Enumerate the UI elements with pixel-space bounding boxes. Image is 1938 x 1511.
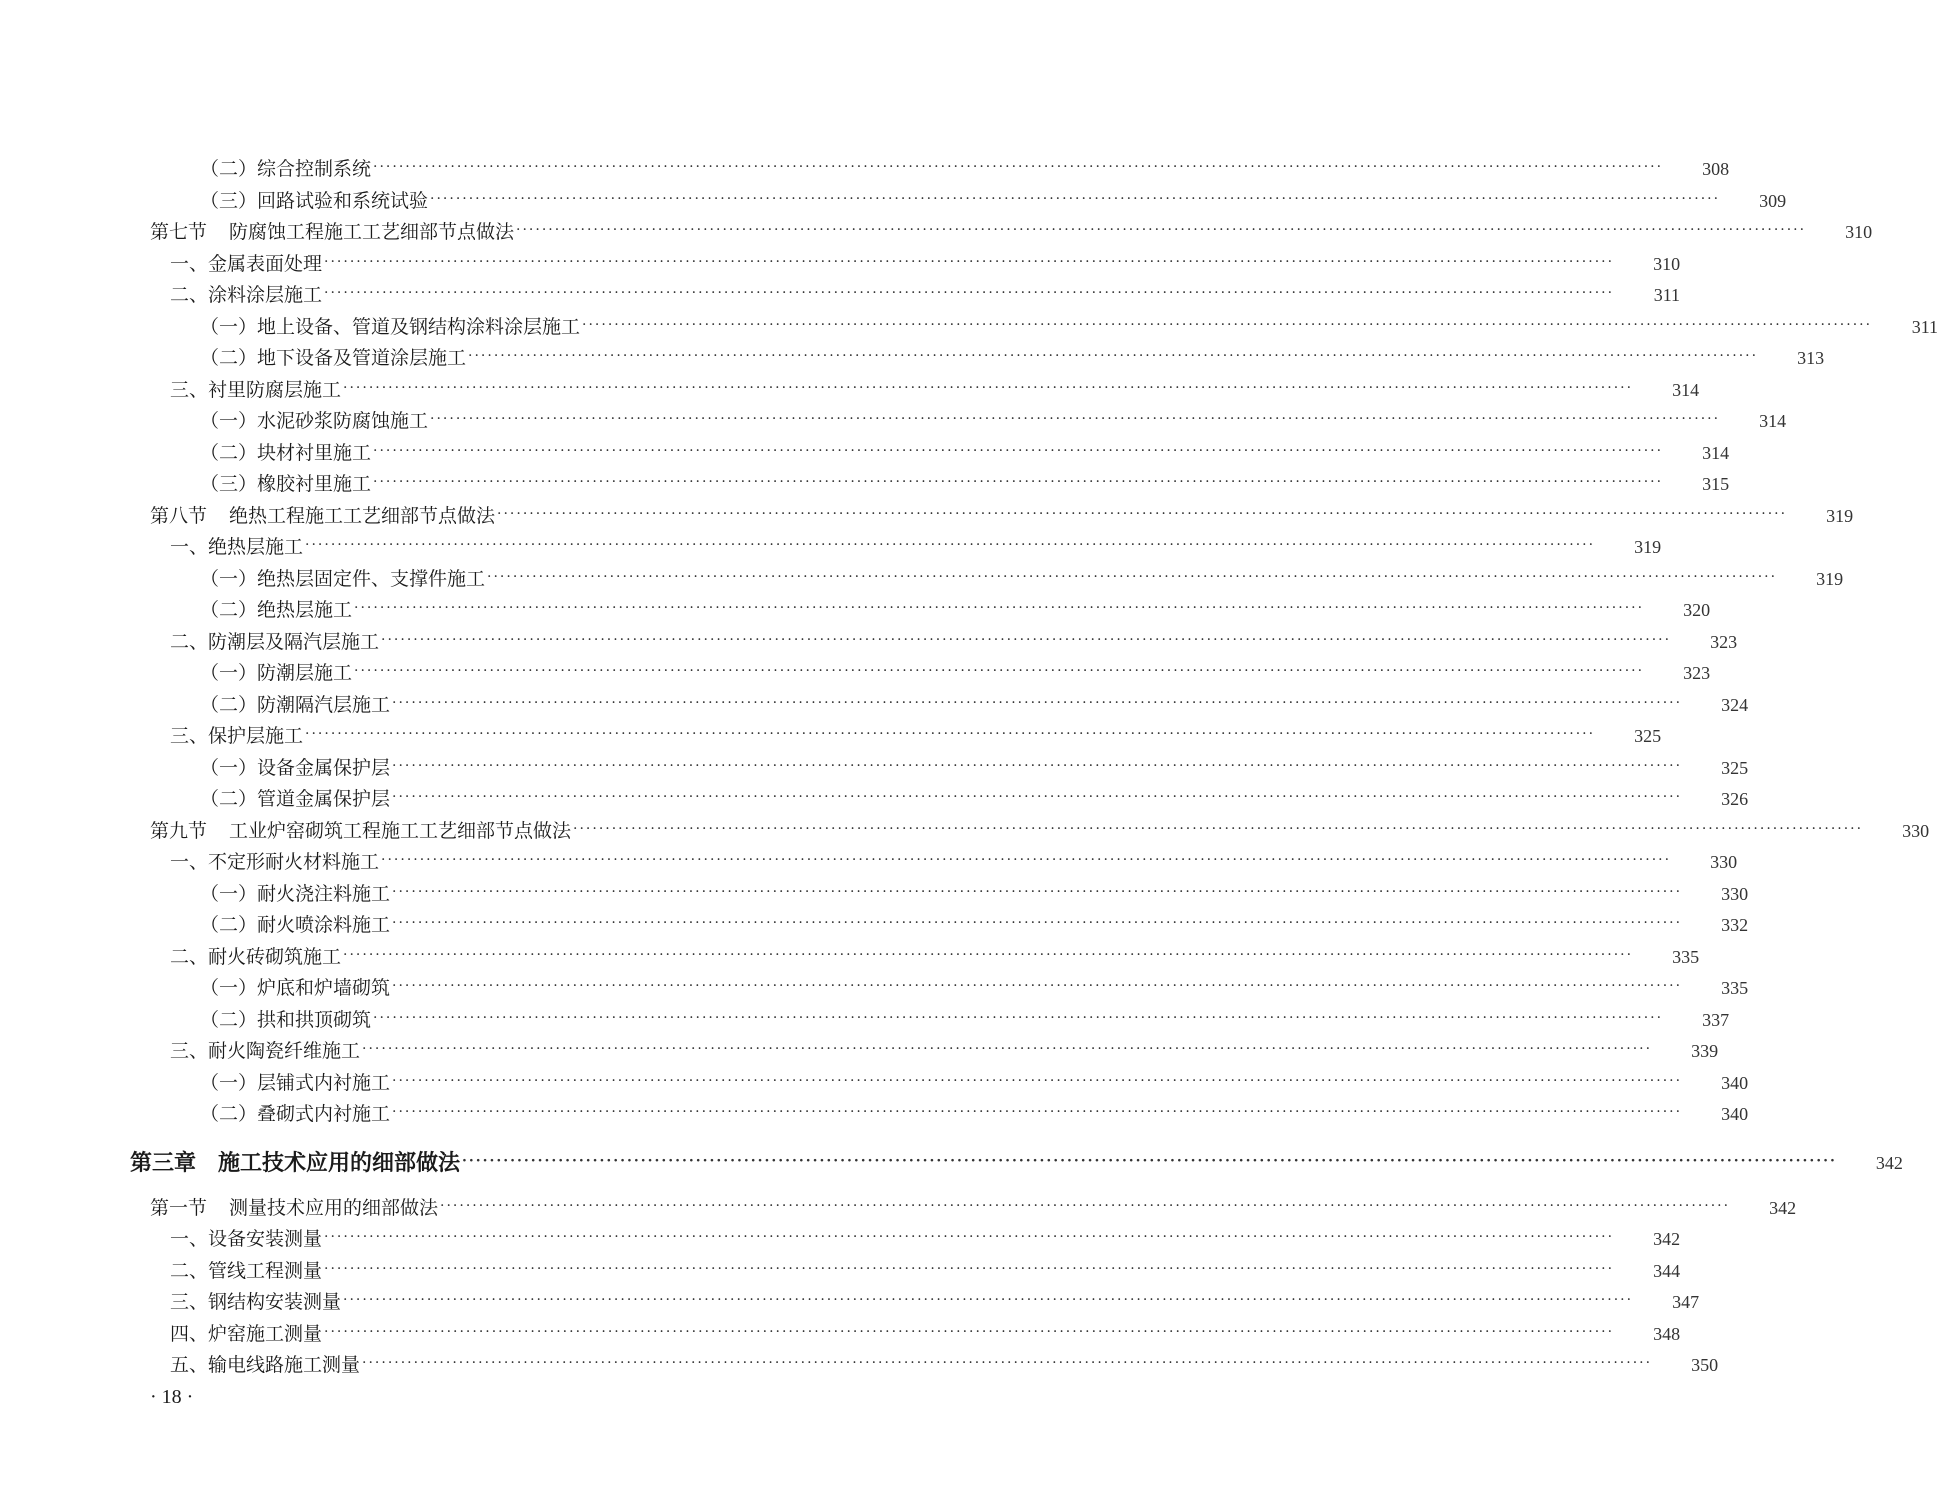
toc-entry bbox=[0, 879, 1749, 911]
toc-entry-page: 340 bbox=[1721, 1104, 1749, 1124]
toc-entry-title bbox=[200, 690, 390, 722]
toc-entry-title bbox=[200, 564, 485, 596]
toc-entry-title bbox=[170, 532, 303, 564]
toc-entry-label: 第八节 bbox=[150, 504, 208, 527]
toc-entry bbox=[0, 1287, 1700, 1319]
dot-leader: ········································································································································································································ bbox=[324, 285, 1615, 301]
toc-entry-text: （二）叠砌式内衬施工 bbox=[200, 1103, 391, 1125]
dot-leader: ········································································································································································································ bbox=[373, 1009, 1664, 1026]
toc-entry-title bbox=[150, 217, 514, 249]
toc-entry bbox=[0, 564, 1844, 596]
toc-entry-title bbox=[200, 1099, 390, 1131]
toc-entry-text: （一）层铺式内衬施工 bbox=[200, 1071, 391, 1094]
toc-entry-page: 330 bbox=[1710, 852, 1738, 872]
toc-entry-page: 320 bbox=[1683, 600, 1711, 620]
toc-entry-text: 防腐蚀工程施工工艺细部节点做法 bbox=[229, 221, 515, 243]
toc-entry-text: 三、保护层施工 bbox=[170, 725, 304, 747]
toc-entry bbox=[0, 910, 1749, 942]
toc-section-entry bbox=[0, 217, 1873, 249]
toc-entry-title bbox=[170, 627, 379, 659]
toc-entry bbox=[0, 784, 1749, 816]
toc-entry-title bbox=[200, 784, 390, 816]
toc-entry-page: 310 bbox=[1845, 222, 1873, 242]
toc-entry bbox=[0, 280, 1681, 312]
toc-entry-title bbox=[200, 879, 390, 911]
toc-entry-text: （二）防潮隔汽层施工 bbox=[200, 693, 391, 716]
toc-entry-page: 344 bbox=[1653, 1260, 1681, 1281]
toc-entry bbox=[0, 438, 1730, 470]
toc-entry-title bbox=[170, 1224, 322, 1256]
toc-entry-text: 三、衬里防腐层施工 bbox=[170, 378, 342, 401]
toc-entry-page: 335 bbox=[1721, 978, 1749, 998]
toc-entry-label: 第三章 bbox=[130, 1149, 197, 1176]
toc-entry-title bbox=[170, 1319, 322, 1351]
toc-entry bbox=[0, 186, 1787, 218]
toc-entry bbox=[0, 721, 1662, 753]
toc-entry bbox=[0, 1224, 1681, 1256]
toc-entry-page: 340 bbox=[1721, 1072, 1749, 1093]
toc-entry-text: （二）综合控制系统 bbox=[200, 158, 372, 180]
toc-entry-text: 二、管线工程测量 bbox=[170, 1259, 323, 1282]
toc-entry-page: 319 bbox=[1826, 505, 1854, 526]
toc-entry-page: 310 bbox=[1653, 253, 1681, 274]
toc-entry bbox=[0, 595, 1711, 627]
toc-entry-page: 339 bbox=[1691, 1041, 1719, 1061]
toc-entry-text: （三）橡胶衬里施工 bbox=[200, 473, 372, 495]
toc-entry-page: 342 bbox=[1653, 1229, 1681, 1249]
toc-entry-page: 330 bbox=[1721, 883, 1749, 904]
toc-entry-text: （二）拱和拱顶砌筑 bbox=[200, 1008, 372, 1031]
toc-entry-page: 325 bbox=[1721, 757, 1749, 778]
toc-entry bbox=[0, 406, 1787, 438]
toc-entry-page: 324 bbox=[1721, 694, 1749, 715]
toc-entry-title bbox=[170, 1036, 360, 1068]
dot-leader: ········································································································································································································ bbox=[324, 1260, 1615, 1277]
dot-leader: ········································································································································································································ bbox=[381, 631, 1672, 648]
toc-entry bbox=[0, 532, 1662, 564]
toc-entry-title bbox=[150, 816, 571, 848]
toc-entry-text: 五、输电线路施工测量 bbox=[170, 1354, 361, 1376]
dot-leader: ········································································································································································································ bbox=[343, 379, 1634, 396]
toc-entry bbox=[0, 847, 1738, 879]
toc-entry-page: 335 bbox=[1672, 946, 1700, 967]
dot-leader: ········································································································································································································ bbox=[392, 1072, 1683, 1089]
toc-entry bbox=[0, 973, 1749, 1005]
toc-entry-title bbox=[170, 847, 379, 879]
toc-entry-title bbox=[170, 249, 322, 281]
toc-entry-text: 施工技术应用的细部做法 bbox=[218, 1149, 461, 1176]
dot-leader: ········································································································································································································ bbox=[392, 883, 1683, 900]
dot-leader: ········································································································································································································ bbox=[381, 852, 1672, 868]
toc-entry-text: （一）地上设备、管道及钢结构涂料涂层施工 bbox=[200, 315, 581, 338]
toc-entry-page: 332 bbox=[1721, 915, 1749, 935]
toc-entry-page: 315 bbox=[1702, 474, 1730, 494]
toc-entry bbox=[0, 1350, 1719, 1382]
toc-entry-text: （一）耐火浇注料施工 bbox=[200, 882, 391, 905]
toc-section-entry bbox=[0, 501, 1854, 533]
toc-entry-page: 350 bbox=[1691, 1355, 1719, 1375]
toc-entry-title bbox=[170, 280, 322, 312]
dot-leader: ········································································································································································································ bbox=[392, 915, 1683, 931]
toc-entry-text: （一）水泥砂浆防腐蚀施工 bbox=[200, 410, 429, 432]
dot-leader: ········································································································································································································ bbox=[373, 474, 1664, 490]
toc-entry-page: 337 bbox=[1702, 1009, 1730, 1030]
toc-entry-title bbox=[200, 1068, 390, 1100]
toc-entry bbox=[0, 1256, 1681, 1288]
dot-leader: ········································································································································································································ bbox=[343, 946, 1634, 963]
toc-entry-text: 二、涂料涂层施工 bbox=[170, 284, 323, 306]
dot-leader: ········································································································································································································ bbox=[430, 190, 1721, 207]
toc-entry-page: 314 bbox=[1672, 379, 1700, 400]
toc-entry-text: （一）设备金属保护层 bbox=[200, 756, 391, 779]
toc-entry-text: （二）地下设备及管道涂层施工 bbox=[200, 347, 467, 369]
dot-leader: ········································································································································································································ bbox=[392, 789, 1683, 805]
toc-entry-text: 四、炉窑施工测量 bbox=[170, 1322, 323, 1345]
toc-entry-page: 311 bbox=[1653, 285, 1681, 305]
dot-leader: ········································································································································································································ bbox=[497, 505, 1788, 522]
dot-leader: ········································································································································································································ bbox=[362, 1355, 1653, 1371]
toc-entry bbox=[0, 690, 1749, 722]
toc-section-entry bbox=[0, 1193, 1797, 1225]
page-number: · 18 · bbox=[150, 1386, 194, 1408]
toc-entry-page: 330 bbox=[1902, 820, 1930, 841]
dot-leader: ········································································································································································································ bbox=[582, 316, 1873, 333]
toc-entry-title bbox=[200, 186, 428, 218]
toc-entry-title bbox=[200, 595, 352, 627]
toc-entry-page: 311 bbox=[1911, 316, 1938, 337]
toc-entry-title bbox=[200, 658, 352, 690]
toc-entry-page: 348 bbox=[1653, 1323, 1681, 1344]
dot-leader: ········································································································································································································ bbox=[324, 1229, 1615, 1245]
toc-entry bbox=[0, 1068, 1749, 1100]
toc-entry-text: （一）炉底和炉墙砌筑 bbox=[200, 977, 391, 999]
dot-leader: ········································································································································································································ bbox=[468, 348, 1759, 364]
toc-entry-title bbox=[150, 1193, 438, 1225]
dot-leader: ········································································································································································································ bbox=[324, 1323, 1615, 1340]
toc-entry bbox=[0, 1319, 1681, 1351]
toc-entry-text: （一）防潮层施工 bbox=[200, 662, 353, 684]
toc-entry-title bbox=[200, 312, 580, 344]
toc-entry bbox=[0, 154, 1730, 186]
toc-entry-title bbox=[170, 1350, 360, 1382]
toc-entry-title bbox=[170, 1287, 341, 1319]
toc-entry-page: 323 bbox=[1683, 663, 1711, 683]
dot-leader: ········································································································································································································ bbox=[430, 411, 1721, 427]
toc-entry-text: （二）绝热层施工 bbox=[200, 599, 353, 621]
toc-entry-title bbox=[200, 910, 390, 942]
table-of-contents bbox=[0, 154, 1938, 1382]
toc-entry-title bbox=[200, 343, 466, 375]
toc-entry-page: 314 bbox=[1759, 411, 1787, 431]
toc-entry-title bbox=[170, 1256, 322, 1288]
toc-entry bbox=[0, 942, 1700, 974]
toc-entry bbox=[0, 469, 1730, 501]
toc-entry-text: 一、不定形耐火材料施工 bbox=[170, 851, 380, 873]
toc-entry-label: 第七节 bbox=[150, 221, 208, 243]
toc-entry-title bbox=[170, 721, 303, 753]
toc-entry-text: 三、耐火陶瓷纤维施工 bbox=[170, 1040, 361, 1062]
toc-entry-text: （二）块材衬里施工 bbox=[200, 441, 372, 464]
dot-leader: ········································································································································································································ bbox=[462, 1152, 1837, 1169]
toc-entry-page: 313 bbox=[1797, 348, 1825, 368]
dot-leader: ········································································································································································································ bbox=[354, 600, 1645, 616]
dot-leader: ········································································································································································································ bbox=[373, 159, 1664, 175]
toc-entry-label: 第一节 bbox=[150, 1196, 208, 1219]
toc-entry bbox=[0, 343, 1825, 375]
dot-leader: ········································································································································································································ bbox=[343, 1292, 1634, 1308]
toc-entry bbox=[0, 1036, 1719, 1068]
toc-entry bbox=[0, 753, 1749, 785]
dot-leader: ········································································································································································································ bbox=[392, 978, 1683, 994]
toc-entry bbox=[0, 249, 1681, 281]
toc-entry-text: 一、设备安装测量 bbox=[170, 1228, 323, 1250]
toc-entry bbox=[0, 375, 1700, 407]
toc-entry-page: 314 bbox=[1702, 442, 1730, 463]
toc-entry bbox=[0, 1005, 1730, 1037]
dot-leader: ········································································································································································································ bbox=[573, 820, 1864, 837]
dot-leader: ········································································································································································································ bbox=[362, 1041, 1653, 1057]
toc-entry-title bbox=[200, 438, 371, 470]
toc-entry-title bbox=[200, 753, 390, 785]
toc-section-entry bbox=[0, 816, 1930, 848]
toc-entry-text: 一、金属表面处理 bbox=[170, 252, 323, 275]
toc-entry bbox=[0, 312, 1938, 344]
toc-entry-text: 工业炉窑砌筑工程施工工艺细部节点做法 bbox=[229, 819, 572, 842]
toc-entry-title bbox=[200, 1005, 371, 1037]
toc-entry-title bbox=[200, 469, 371, 501]
dot-leader: ········································································································································································································ bbox=[354, 663, 1645, 679]
toc-entry-text: 二、耐火砖砌筑施工 bbox=[170, 945, 342, 968]
toc-entry-text: （二）耐火喷涂料施工 bbox=[200, 914, 391, 936]
toc-entry-page: 325 bbox=[1634, 726, 1662, 746]
toc-entry-title bbox=[200, 154, 371, 186]
dot-leader: ········································································································································································································ bbox=[373, 442, 1664, 459]
toc-entry-title bbox=[170, 942, 341, 974]
toc-entry-page: 347 bbox=[1672, 1292, 1700, 1312]
dot-leader: ········································································································································································································ bbox=[305, 537, 1596, 553]
toc-entry-page: 342 bbox=[1875, 1152, 1903, 1173]
toc-entry-title bbox=[130, 1139, 460, 1187]
dot-leader: ········································································································································································································ bbox=[392, 757, 1683, 774]
toc-entry-text: 一、绝热层施工 bbox=[170, 536, 304, 558]
toc-entry-text: （三）回路试验和系统试验 bbox=[200, 189, 429, 212]
toc-entry-text: 二、防潮层及隔汽层施工 bbox=[170, 630, 380, 653]
toc-entry-text: 三、钢结构安装测量 bbox=[170, 1291, 342, 1313]
toc-entry-text: （一）绝热层固定件、支撑件施工 bbox=[200, 567, 486, 590]
toc-entry-page: 319 bbox=[1634, 537, 1662, 557]
dot-leader: ········································································································································································································ bbox=[392, 1104, 1683, 1120]
dot-leader: ········································································································································································································ bbox=[487, 568, 1778, 585]
toc-entry-page: 308 bbox=[1702, 159, 1730, 179]
dot-leader: ········································································································································································································ bbox=[324, 253, 1615, 270]
toc-entry bbox=[0, 1099, 1749, 1131]
toc-entry-page: 319 bbox=[1816, 568, 1844, 589]
toc-entry-text: 绝热工程施工工艺细部节点做法 bbox=[229, 504, 496, 527]
toc-entry-text: 测量技术应用的细部做法 bbox=[229, 1196, 439, 1219]
dot-leader: ········································································································································································································ bbox=[305, 726, 1596, 742]
toc-entry bbox=[0, 627, 1738, 659]
toc-entry bbox=[0, 658, 1711, 690]
dot-leader: ········································································································································································································ bbox=[392, 694, 1683, 711]
toc-entry-text: （二）管道金属保护层 bbox=[200, 788, 391, 810]
toc-entry-page: 342 bbox=[1769, 1197, 1797, 1218]
toc-entry-title bbox=[200, 406, 428, 438]
toc-entry-title bbox=[150, 501, 495, 533]
toc-entry-page: 309 bbox=[1759, 190, 1787, 211]
dot-leader: ········································································································································································································ bbox=[516, 222, 1807, 238]
toc-chapter-entry bbox=[0, 1139, 1903, 1187]
toc-entry-title bbox=[170, 375, 341, 407]
toc-entry-label: 第九节 bbox=[150, 819, 208, 842]
toc-entry-page: 323 bbox=[1710, 631, 1738, 652]
toc-entry-title bbox=[200, 973, 390, 1005]
toc-entry-page: 326 bbox=[1721, 789, 1749, 809]
dot-leader: ········································································································································································································ bbox=[440, 1197, 1731, 1214]
